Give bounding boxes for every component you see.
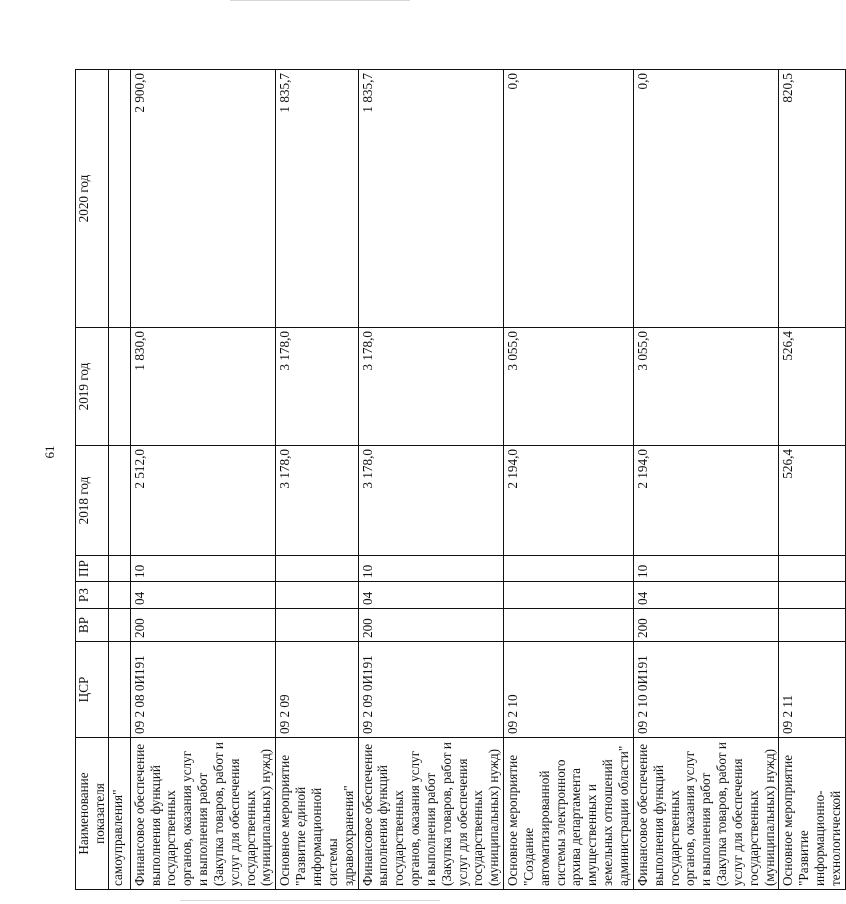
cell-2018: 2 512,0 <box>130 446 276 556</box>
table-row <box>504 70 634 890</box>
cell-pr <box>108 556 130 582</box>
cell-pr <box>779 556 845 582</box>
cell-name: самоуправления" <box>108 738 130 890</box>
cell-2019: 526,4 <box>779 328 845 446</box>
cell-name: Основное мероприятие "Развитие информационно-технологической <box>779 738 845 890</box>
cell-2019: 3 055,0 <box>633 328 779 446</box>
cell-2020: 1 835,7 <box>276 70 358 328</box>
cell-pr: 10 <box>633 556 779 582</box>
table-row <box>633 70 779 890</box>
table-row <box>108 70 130 890</box>
cell-csr <box>108 642 130 738</box>
cell-rz <box>504 582 634 609</box>
scan-edge-bottom <box>180 900 440 901</box>
cell-2018: 3 178,0 <box>358 446 504 556</box>
cell-2018: 526,4 <box>779 446 845 556</box>
cell-csr: 09 2 11 <box>779 642 845 738</box>
cell-pr <box>276 556 358 582</box>
header-2018: 2018 год <box>76 446 109 556</box>
cell-2019: 3 178,0 <box>358 328 504 446</box>
cell-2019: 3 055,0 <box>504 328 634 446</box>
cell-rz: 04 <box>130 582 276 609</box>
cell-vr: 200 <box>130 609 276 642</box>
header-name: Наименование показателя <box>76 738 109 890</box>
cell-rz <box>108 582 130 609</box>
header-2020: 2020 год <box>76 70 109 328</box>
rotated-page-content <box>75 70 843 890</box>
cell-rz <box>779 582 845 609</box>
cell-2019 <box>108 328 130 446</box>
table-header-row <box>76 70 109 890</box>
table-row <box>276 70 358 890</box>
cell-2020 <box>108 70 130 328</box>
cell-csr: 09 2 10 0И191 <box>633 642 779 738</box>
cell-csr: 09 2 09 <box>276 642 358 738</box>
cell-pr <box>504 556 634 582</box>
cell-csr: 09 2 09 0И191 <box>358 642 504 738</box>
header-vr: ВР <box>76 609 109 642</box>
scan-edge-top <box>230 0 410 1</box>
cell-csr: 09 2 10 <box>504 642 634 738</box>
cell-name: Финансовое обеспечение выполнения функций государственных органов, оказания услуг и выполнения работ (Закупка товаров, работ и услуг для обеспечения государственных (муниципальных) нужд) <box>358 738 504 890</box>
cell-pr: 10 <box>130 556 276 582</box>
cell-rz <box>276 582 358 609</box>
cell-pr: 10 <box>358 556 504 582</box>
cell-vr <box>779 609 845 642</box>
header-csr: ЦСР <box>76 642 109 738</box>
cell-2018 <box>108 446 130 556</box>
cell-name: Финансовое обеспечение выполнения функций государственных органов, оказания услуг и выполнения работ (Закупка товаров, работ и услуг для обеспечения государственных (муниципальных) нужд) <box>633 738 779 890</box>
cell-2018: 2 194,0 <box>504 446 634 556</box>
cell-2020: 1 835,7 <box>358 70 504 328</box>
cell-name: Финансовое обеспечение выполнения функций государственных органов, оказания услуг и выполнения работ (Закупка товаров, работ и услуг для обеспечения государственных (муниципальных) нужд) <box>130 738 276 890</box>
cell-2020: 2 900,0 <box>130 70 276 328</box>
cell-vr: 200 <box>358 609 504 642</box>
cell-2019: 3 178,0 <box>276 328 358 446</box>
cell-vr <box>276 609 358 642</box>
cell-csr: 09 2 08 0И191 <box>130 642 276 738</box>
header-rz: РЗ <box>76 582 109 609</box>
cell-rz: 04 <box>358 582 504 609</box>
cell-vr <box>108 609 130 642</box>
cell-2018: 2 194,0 <box>633 446 779 556</box>
cell-vr: 200 <box>633 609 779 642</box>
cell-2020: 0,0 <box>504 70 634 328</box>
cell-2020: 820,5 <box>779 70 845 328</box>
cell-name: Основное мероприятие "Развитие единой информационной системы здравоохранения" <box>276 738 358 890</box>
cell-rz: 04 <box>633 582 779 609</box>
header-pr: ПР <box>76 556 109 582</box>
cell-name: Основное мероприятие "Создание автоматизированной системы электронного архива департамента имущественных и земельных отношений администрации области" <box>504 738 634 890</box>
cell-2019: 1 830,0 <box>130 328 276 446</box>
table-row <box>358 70 504 890</box>
table-row <box>130 70 276 890</box>
header-2019: 2019 год <box>76 328 109 446</box>
cell-2018: 3 178,0 <box>276 446 358 556</box>
cell-vr <box>504 609 634 642</box>
table-row <box>779 70 845 890</box>
budget-table <box>75 69 846 890</box>
page-number: 61 <box>42 445 57 459</box>
cell-2020: 0,0 <box>633 70 779 328</box>
